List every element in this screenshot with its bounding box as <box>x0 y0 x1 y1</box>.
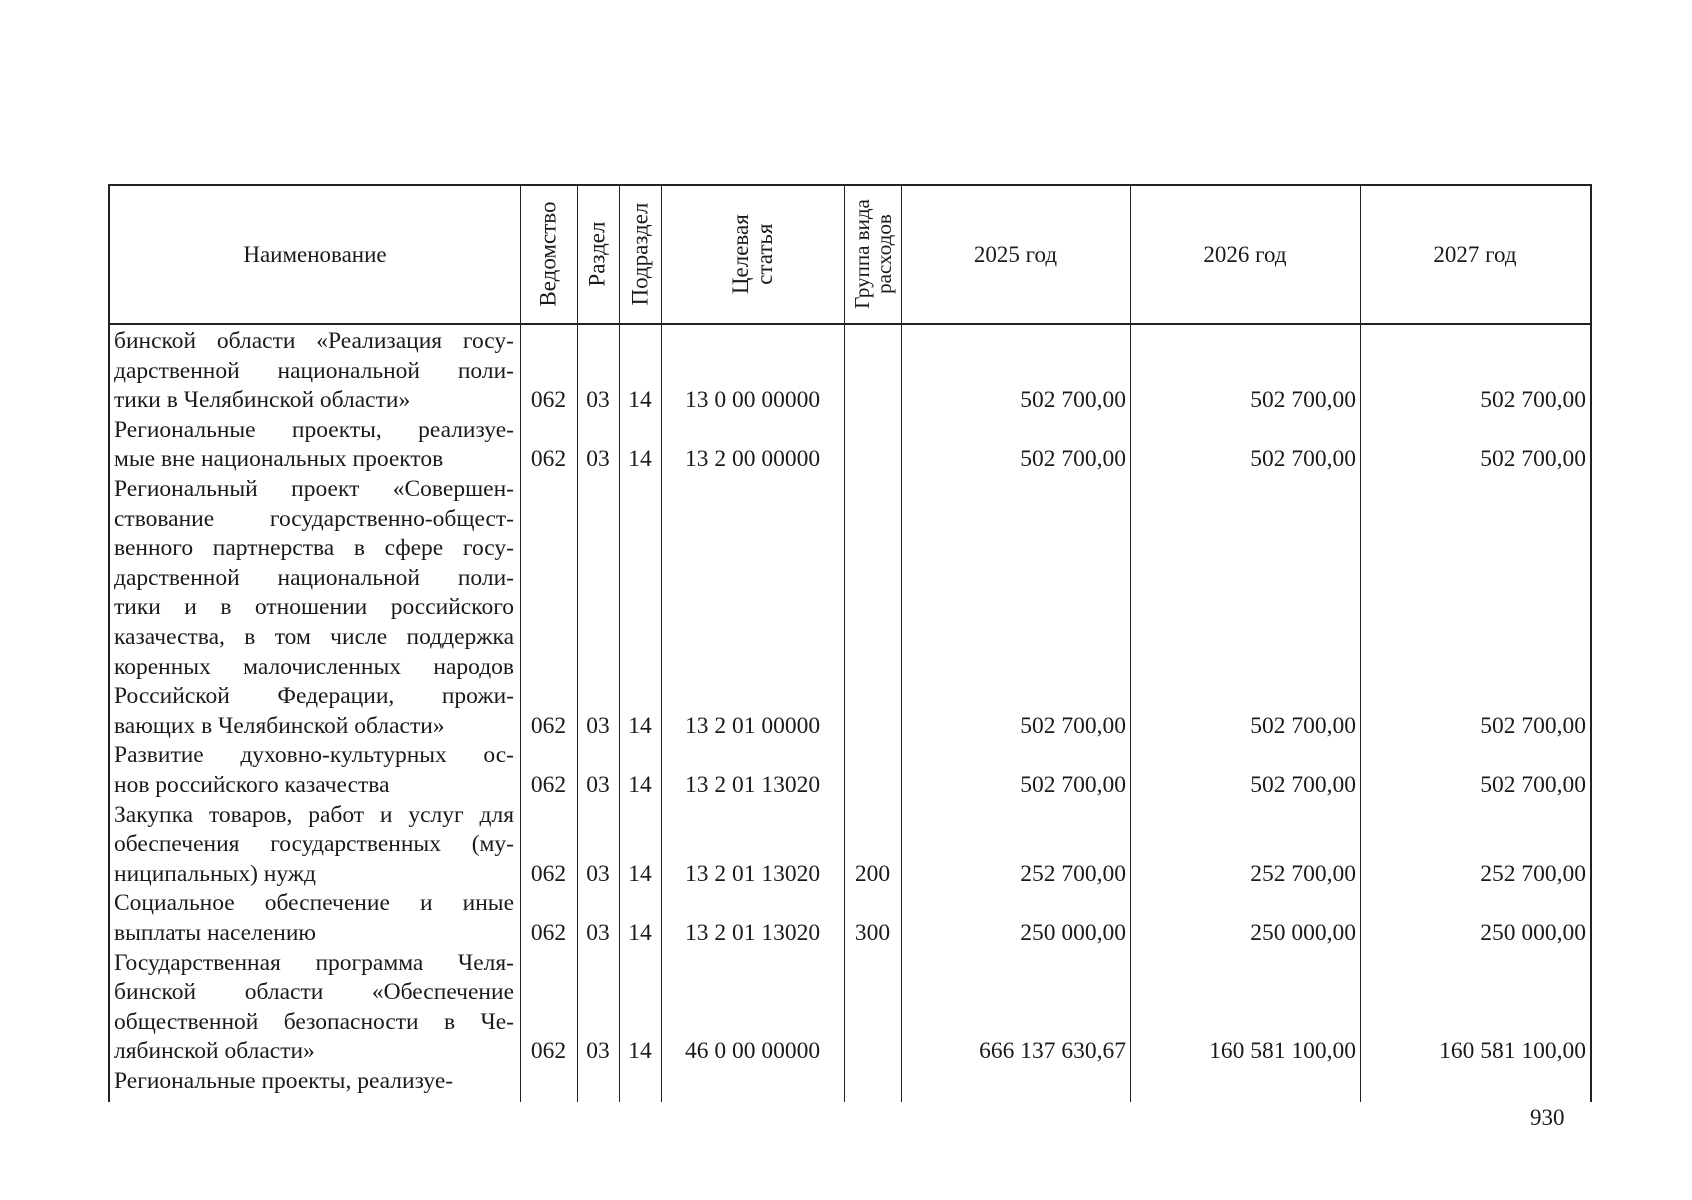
row-name-line: ниципальных) нужд <box>114 860 316 887</box>
cell-vedomstvo: 062 <box>530 860 567 887</box>
header-celevaya-label <box>728 215 776 295</box>
cell-y2026: 502 700,00 <box>1250 772 1356 798</box>
cell-y2026: 250 000,00 <box>1250 920 1356 946</box>
header-gruppa-label <box>850 200 894 310</box>
cell-y2027: 502 700,00 <box>1480 712 1586 739</box>
cell-podrazdel: 14 <box>628 920 652 946</box>
header-divider <box>110 323 1590 325</box>
cell-podrazdel: 14 <box>628 860 652 887</box>
cell-y2025: 250 000,00 <box>1020 920 1126 946</box>
row-name-line: Закупка товаров, работ и услуг для <box>114 801 514 828</box>
cell-vedomstvo: 062 <box>530 446 567 473</box>
cell-celevaya: 13 2 01 13020 <box>684 860 821 887</box>
cell-razdel: 03 <box>586 772 610 798</box>
row-name-line: лябинской области» <box>114 1038 315 1065</box>
header-celevaya-line1: Целевая <box>727 214 753 295</box>
cell-razdel: 03 <box>586 712 610 739</box>
row-name-line: Развитие духовно-культурных ос- <box>114 742 514 769</box>
header-gruppa <box>844 186 901 323</box>
cell-y2026: 502 700,00 <box>1250 712 1356 739</box>
row-name-line: казачества, в том числе поддержка <box>114 623 514 650</box>
header-celevaya <box>661 186 844 323</box>
row-name-line: дарственной национальной поли- <box>114 564 514 591</box>
cell-celevaya: 13 0 00 00000 <box>684 387 821 414</box>
header-2026-label: 2026 год <box>1203 242 1287 267</box>
header-2026 <box>1130 186 1360 323</box>
cell-razdel: 03 <box>586 446 610 473</box>
header-vedomstvo-label: Ведомство <box>535 201 561 308</box>
row-name-line: коренных малочисленных народов <box>114 653 514 680</box>
row-name-line: Государственная программа Челя- <box>114 949 514 976</box>
row-name-line: мые вне национальных проектов <box>114 446 444 473</box>
cell-celevaya: 46 0 00 00000 <box>684 1038 821 1065</box>
row-name <box>114 949 514 1067</box>
row-name-line: бинской области «Реализация госу- <box>114 328 514 354</box>
cell-podrazdel: 14 <box>628 446 652 473</box>
header-gruppa-line1: Группа вида <box>849 199 874 310</box>
header-name-label: Наименование <box>243 242 387 267</box>
cell-razdel: 03 <box>586 860 610 887</box>
row-name-line: обеспечения государственных (му- <box>114 831 514 858</box>
cell-celevaya: 13 2 01 00000 <box>684 712 821 739</box>
cell-y2025: 252 700,00 <box>1020 860 1126 887</box>
cell-y2025: 502 700,00 <box>1020 772 1126 798</box>
row-name-line: Российской Федерации, прожи- <box>114 683 514 710</box>
row-name <box>114 889 514 948</box>
cell-y2027: 252 700,00 <box>1480 860 1586 887</box>
cell-y2026: 502 700,00 <box>1250 387 1356 414</box>
cell-vedomstvo: 062 <box>530 712 567 739</box>
cell-razdel: 03 <box>586 920 610 946</box>
row-name-line: общественной безопасности в Че- <box>114 1008 514 1035</box>
header-razdel-label: Раздел <box>584 221 610 288</box>
header-2025-label: 2025 год <box>973 242 1058 267</box>
row-name-line: бинской области «Обеспечение <box>114 979 514 1006</box>
header-podrazdel <box>619 186 661 323</box>
cell-y2027: 502 700,00 <box>1480 387 1586 414</box>
row-name <box>114 741 514 800</box>
row-name <box>114 1067 514 1097</box>
budget-table <box>108 184 1592 1102</box>
row-name <box>114 475 514 741</box>
cell-vedomstvo: 062 <box>530 387 567 414</box>
cell-podrazdel: 14 <box>628 387 652 414</box>
row-name-line: дарственной национальной поли- <box>114 357 514 384</box>
row-name-line: Региональные проекты, реализуе- <box>114 416 514 443</box>
cell-gruppa: 300 <box>854 920 891 946</box>
cell-gruppa: 200 <box>854 860 891 887</box>
header-gruppa-line2: расходов <box>871 214 896 295</box>
header-name <box>110 186 520 323</box>
row-name-line: венного партнерства в сфере госу- <box>114 535 514 562</box>
header-2027 <box>1360 186 1590 323</box>
row-name-line: Региональные проекты, реализуе- <box>114 1068 454 1094</box>
page-number: 930 <box>1530 1105 1565 1130</box>
cell-podrazdel: 14 <box>628 1038 652 1065</box>
row-name-line: выплаты населению <box>114 919 316 946</box>
cell-y2027: 502 700,00 <box>1480 772 1586 798</box>
row-name-line: Социальное обеспечение и иные <box>114 890 514 917</box>
row-name-line: нов российского казачества <box>114 771 390 798</box>
cell-y2026: 160 581 100,00 <box>1209 1038 1356 1065</box>
row-name-line: тики в Челябинской области» <box>114 387 411 414</box>
cell-y2025: 502 700,00 <box>1020 446 1126 473</box>
cell-y2027: 160 581 100,00 <box>1439 1038 1586 1065</box>
header-2027-label: 2027 год <box>1433 242 1517 267</box>
row-name-line: тики и в отношении российского <box>114 594 514 621</box>
cell-celevaya: 13 2 01 13020 <box>684 772 821 798</box>
cell-y2027: 502 700,00 <box>1480 446 1586 473</box>
row-name-line: ствование государственно-общест- <box>114 505 514 532</box>
cell-vedomstvo: 062 <box>530 920 567 946</box>
cell-y2026: 502 700,00 <box>1250 446 1356 473</box>
cell-vedomstvo: 062 <box>530 772 567 798</box>
cell-podrazdel: 14 <box>628 712 652 739</box>
cell-vedomstvo: 062 <box>530 1038 567 1065</box>
cell-y2026: 252 700,00 <box>1250 860 1356 887</box>
header-podrazdel-label: Подраздел <box>626 203 652 306</box>
cell-y2025: 502 700,00 <box>1020 712 1126 739</box>
row-name <box>114 801 514 890</box>
cell-y2025: 666 137 630,67 <box>979 1038 1126 1065</box>
cell-razdel: 03 <box>586 1038 610 1065</box>
row-name <box>114 327 514 416</box>
cell-y2025: 502 700,00 <box>1020 387 1126 414</box>
row-name-line: Региональный проект «Совершен- <box>114 476 514 502</box>
cell-podrazdel: 14 <box>628 772 652 798</box>
header-razdel <box>577 186 619 323</box>
row-name-line: вающих в Челябинской области» <box>114 712 445 739</box>
cell-celevaya: 13 2 01 13020 <box>684 920 821 946</box>
cell-razdel: 03 <box>586 387 610 414</box>
header-celevaya-line2: статья <box>751 223 777 286</box>
row-name <box>114 416 514 475</box>
header-vedomstvo <box>520 186 577 323</box>
cell-y2027: 250 000,00 <box>1480 920 1586 946</box>
header-2025 <box>901 186 1130 323</box>
cell-celevaya: 13 2 00 00000 <box>684 446 821 473</box>
